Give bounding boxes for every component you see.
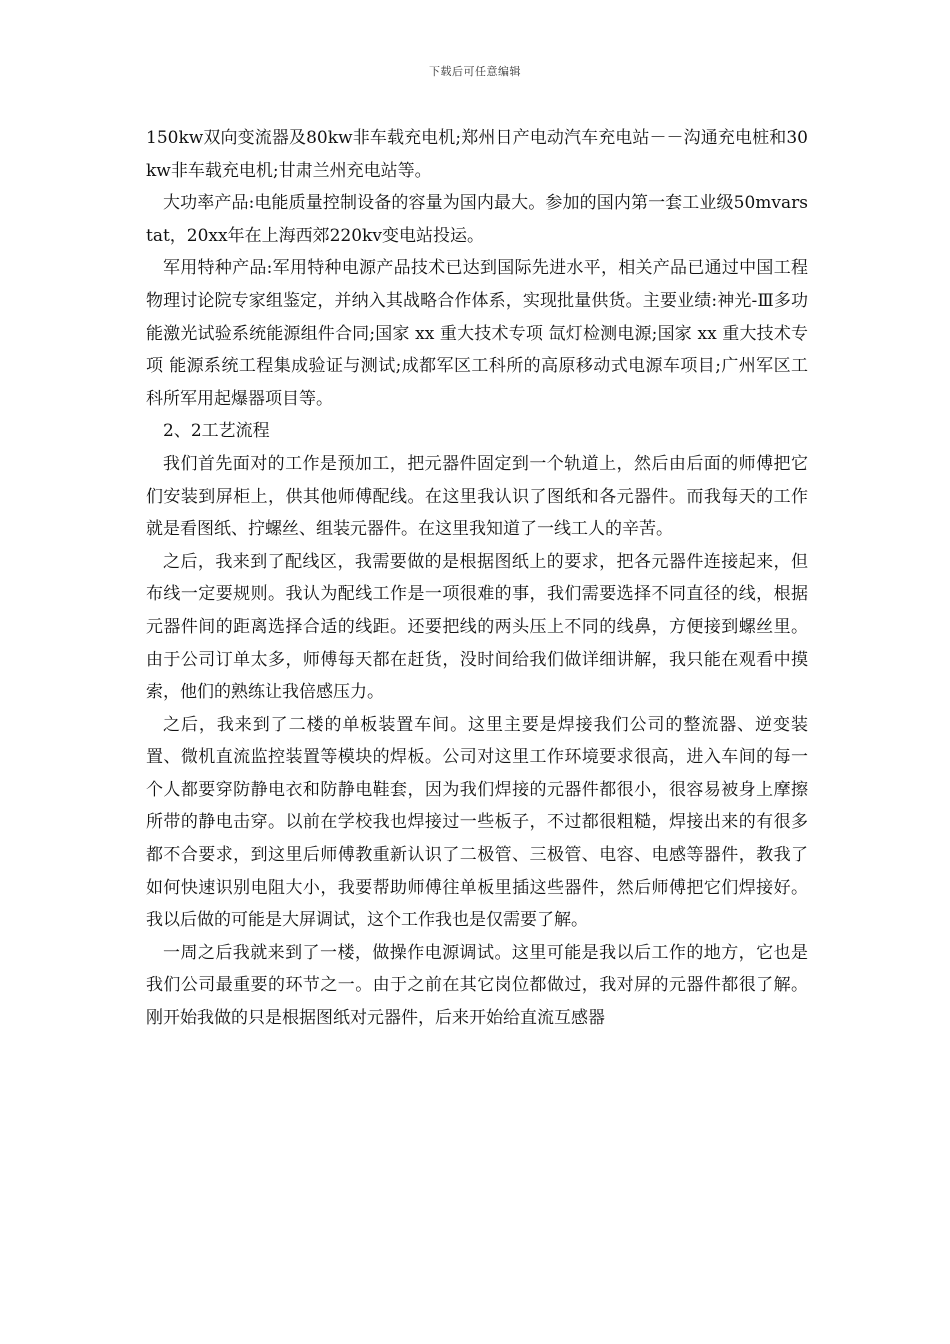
paragraph-power-debugging: 一周之后我就来到了一楼，做操作电源调试。这里可能是我以后工作的地方，它也是我们公司最重要的环节之一。由于之前在其它岗位都做过，我对屏的元器件都很了解。刚开始我做的只是根据图纸对元器件，后来开始给直流互感器 xyxy=(146,942,808,1029)
paragraph-high-power-products: 大功率产品:电能质量控制设备的容量为国内最大。参加的国内第一套工业级50mvarstat，20xx年在上海西郊220kv变电站投运。 xyxy=(146,193,808,246)
paragraph-military-products: 军用特种产品:军用特种电源产品技术已达到国际先进水平，相关产品已通过中国工程物理讨论院专家组鉴定，并纳入其战略合作体系，实现批量供货。主要业绩:神光-Ⅲ多功能激光试验系统能源组件合同;国家 xx 重大技术专项 氙灯检测电源;国家 xx 重大技术专项 能源系统工程集成验证与测试;成都军区工科所的高原移动式电源车项目;广州军区工科所军用起爆器项目等。 xyxy=(146,258,808,409)
document-body xyxy=(146,122,808,1035)
paragraph-single-board-workshop: 之后，我来到了二楼的单板装置车间。这里主要是焊接我们公司的整流器、逆变装置、微机直流监控装置等模块的焊板。公司对这里工作环境要求很高，进入车间的每一个人都要穿防静电衣和防静电鞋套，因为我们焊接的元器件都很小，很容易被身上摩擦所带的静电击穿。以前在学校我也焊接过一些板子，不过都很粗糙，焊接出来的有很多都不合要求，到这里后师傅教重新认识了二极管、三极管、电容、电感等器件，教我了如何快速识别电阻大小，我要帮助师傅往单板里插这些器件，然后师傅把它们焊接好。我以后做的可能是大屏调试，这个工作我也是仅需要了解。 xyxy=(146,714,808,931)
section-heading-process: 2、2工艺流程 xyxy=(163,421,270,442)
paragraph-continuation: 150kw双向变流器及80kw非车载充电机;郑州日产电动汽车充电站－－沟通充电桩和30kw非车载充电机;甘肃兰州充电站等。 xyxy=(146,128,808,181)
paragraph-preprocessing: 我们首先面对的工作是预加工，把元器件固定到一个轨道上，然后由后面的师傅把它们安装到屏柜上，供其他师傅配线。在这里我认识了图纸和各元器件。而我每天的工作就是看图纸、拧螺丝、组装元器件。在这里我知道了一线工人的辛苦。 xyxy=(146,453,808,540)
paragraph-wiring-area: 之后，我来到了配线区，我需要做的是根据图纸上的要求，把各元器件连接起来，但布线一定要规则。我认为配线工作是一项很难的事，我们需要选择不同直径的线，根据元器件间的距离选择合适的线距。还要把线的两头压上不同的线鼻，方便接到螺丝里。由于公司订单太多，师傅每天都在赶货，没时间给我们做详细讲解，我只能在观看中摸索，他们的熟练让我倍感压力。 xyxy=(146,551,808,703)
page-header: 下载后可任意编辑 xyxy=(429,65,521,78)
